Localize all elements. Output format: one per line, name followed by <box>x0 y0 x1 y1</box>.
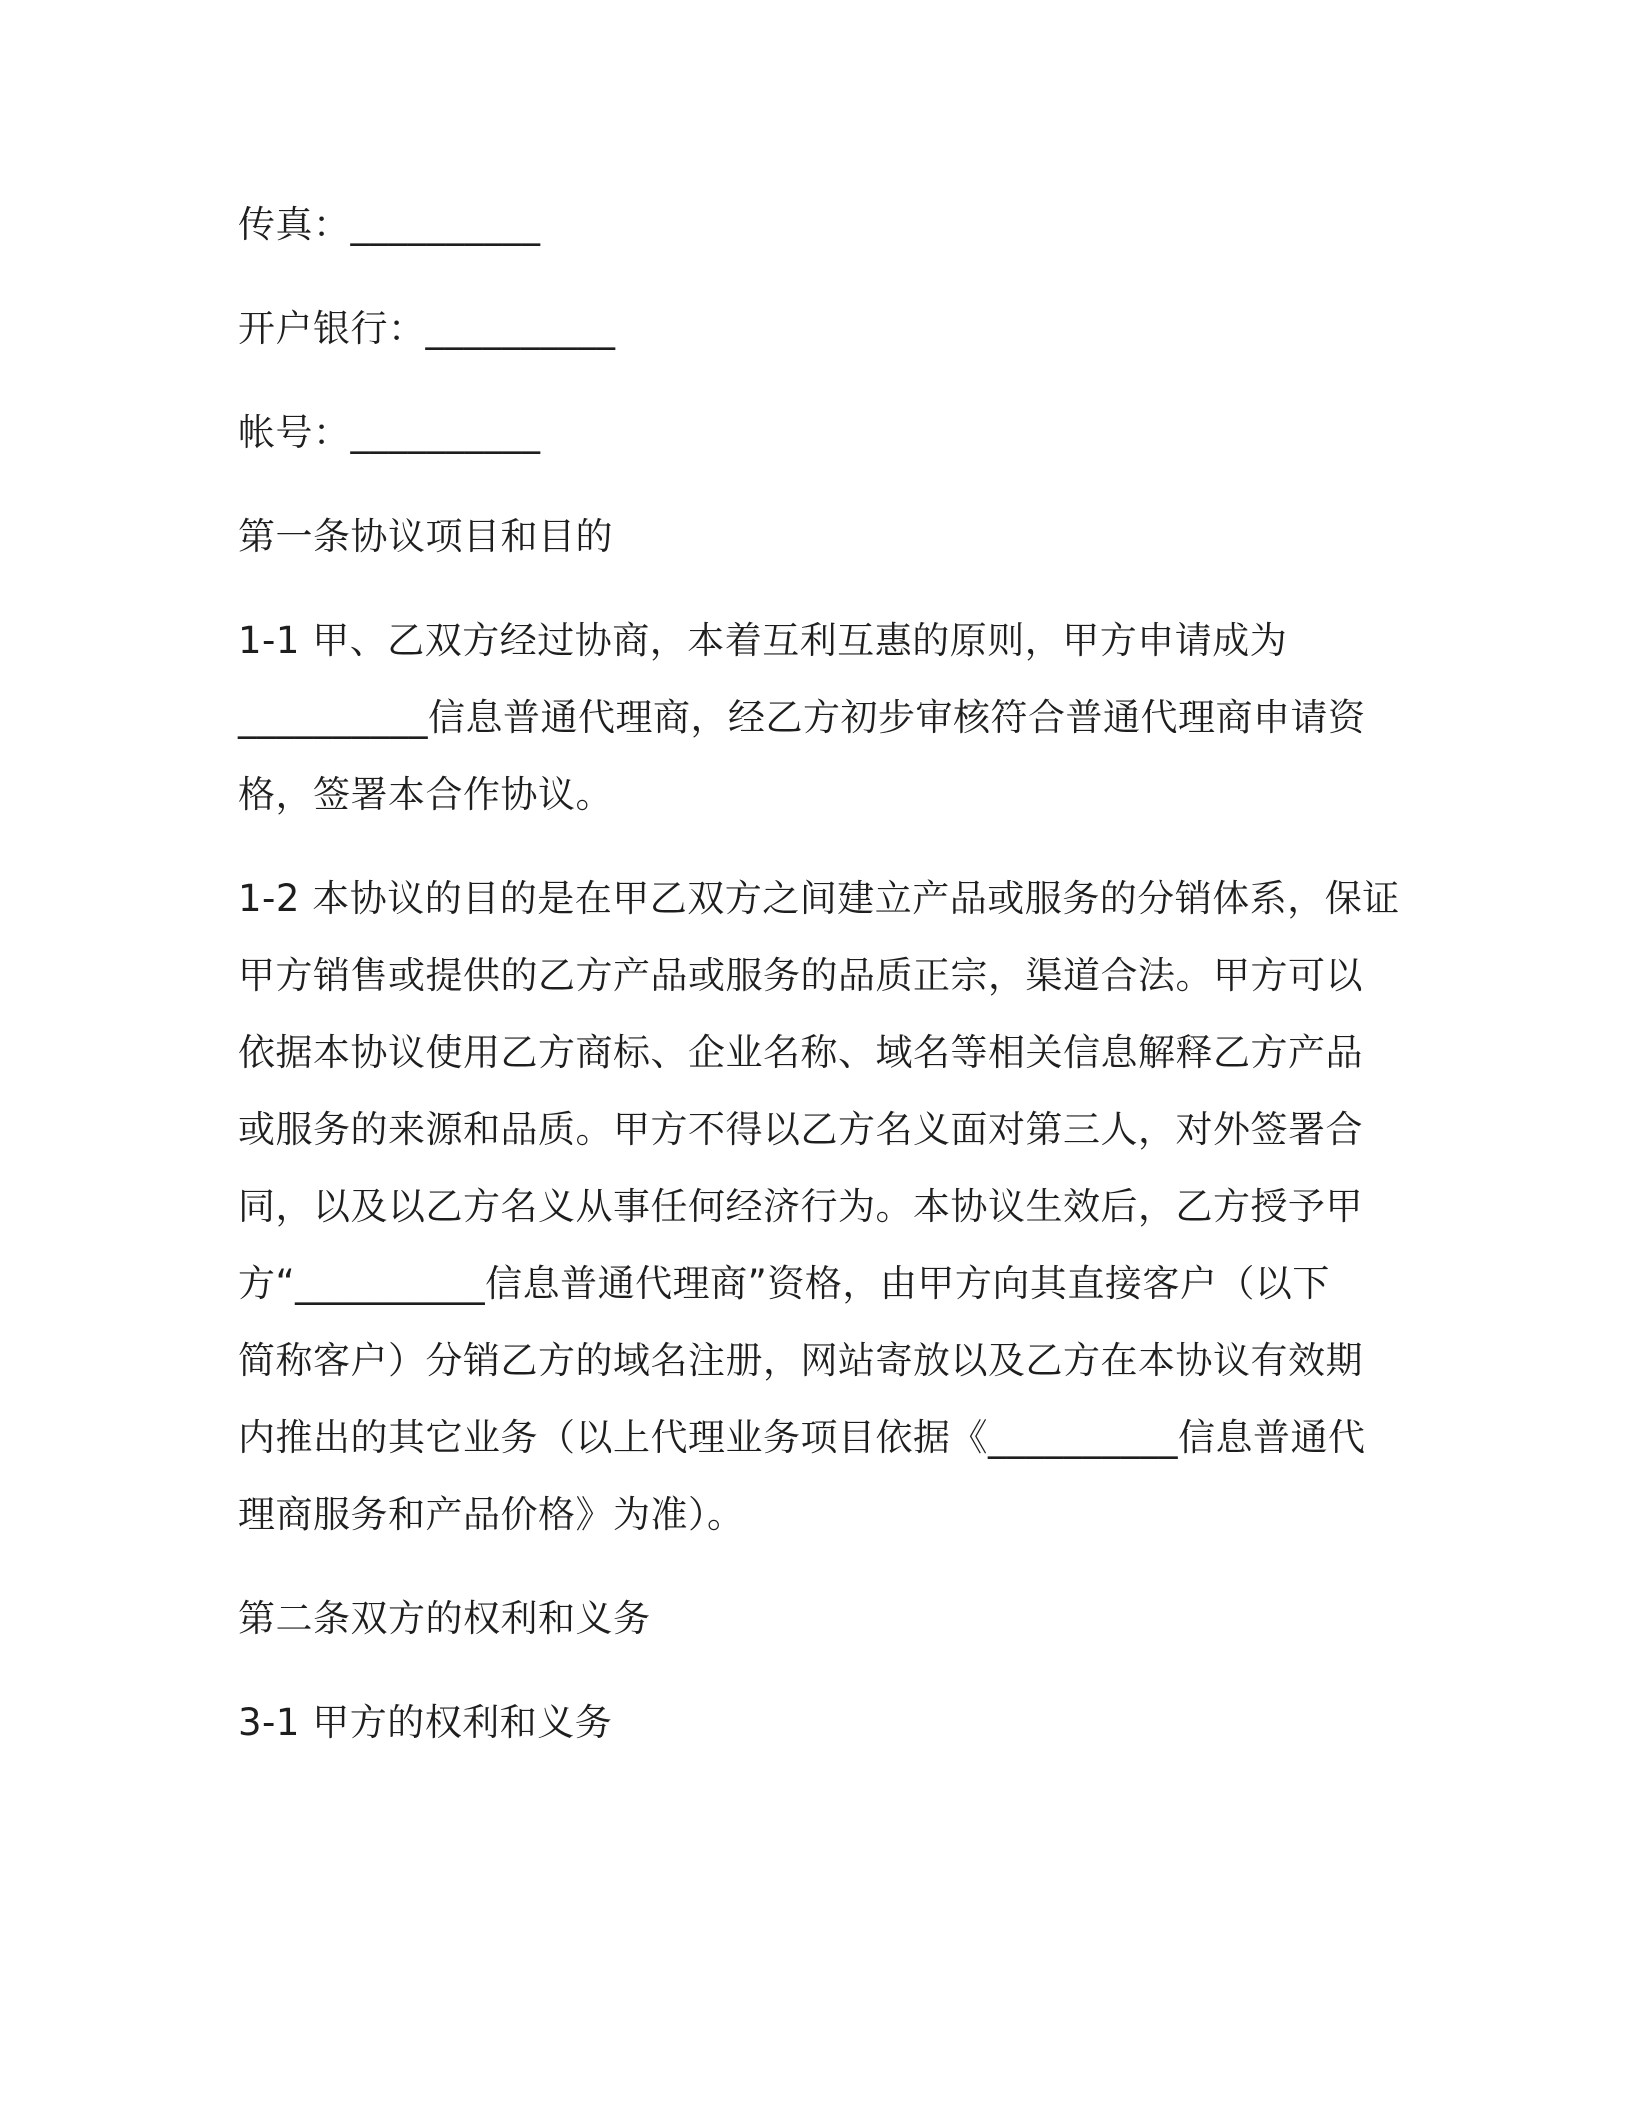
clause-1-2-line: 理商服务和产品价格》为准）。 <box>238 1493 745 1536</box>
fax-field <box>238 186 1408 263</box>
clause-1-1-line: 格，签署本合作协议。 <box>238 773 613 816</box>
clause-1-2-line: 依据本协议使用乙方商标、企业名称、域名等相关信息解释乙方产品 <box>238 1031 1363 1074</box>
fax-label: 传真： <box>238 203 351 246</box>
clause-1-2-line: 甲方销售或提供的乙方产品或服务的品质正宗，渠道合法。甲方可以 <box>238 954 1363 997</box>
clause-1-2-line: 同，以及以乙方名义从事任何经济行为。本协议生效后，乙方授予甲 <box>238 1185 1363 1228</box>
clause-1-1-line: __________信息普通代理商，经乙方初步审核符合普通代理商申请资 <box>238 696 1366 739</box>
bank-label: 开户银行： <box>238 307 426 350</box>
clause-1-1 <box>238 602 1408 833</box>
clause-1-2-line: 简称客户）分销乙方的域名注册，网站寄放以及乙方在本协议有效期 <box>238 1339 1363 1382</box>
account-label: 帐号： <box>238 411 351 454</box>
account-blank: __________ <box>350 411 541 454</box>
clause-1-1-line: 1-1 甲、乙双方经过协商，本着互利互惠的原则，甲方申请成为 <box>238 619 1288 662</box>
fax-blank: __________ <box>350 203 541 246</box>
clause-1-2 <box>238 860 1408 1553</box>
clause-3-1: 3-1 甲方的权利和义务 <box>238 1701 613 1744</box>
clause-1-2-line: 内推出的其它业务（以上代理业务项目依据《__________信息普通代 <box>238 1416 1366 1459</box>
account-field <box>238 394 1408 471</box>
article-2-heading: 第二条双方的权利和义务 <box>238 1597 651 1640</box>
clause-1-2-line: 方“__________信息普通代理商”资格，由甲方向其直接客户（以下 <box>238 1262 1330 1305</box>
bank-field <box>238 290 1408 367</box>
clause-1-2-line: 或服务的来源和品质。甲方不得以乙方名义面对第三人，对外签署合 <box>238 1108 1363 1151</box>
clause-1-2-line: 1-2 本协议的目的是在甲乙双方之间建立产品或服务的分销体系，保证 <box>238 877 1400 920</box>
bank-blank: __________ <box>425 307 616 350</box>
document-body <box>238 186 1408 1761</box>
article-1-heading: 第一条协议项目和目的 <box>238 515 613 558</box>
